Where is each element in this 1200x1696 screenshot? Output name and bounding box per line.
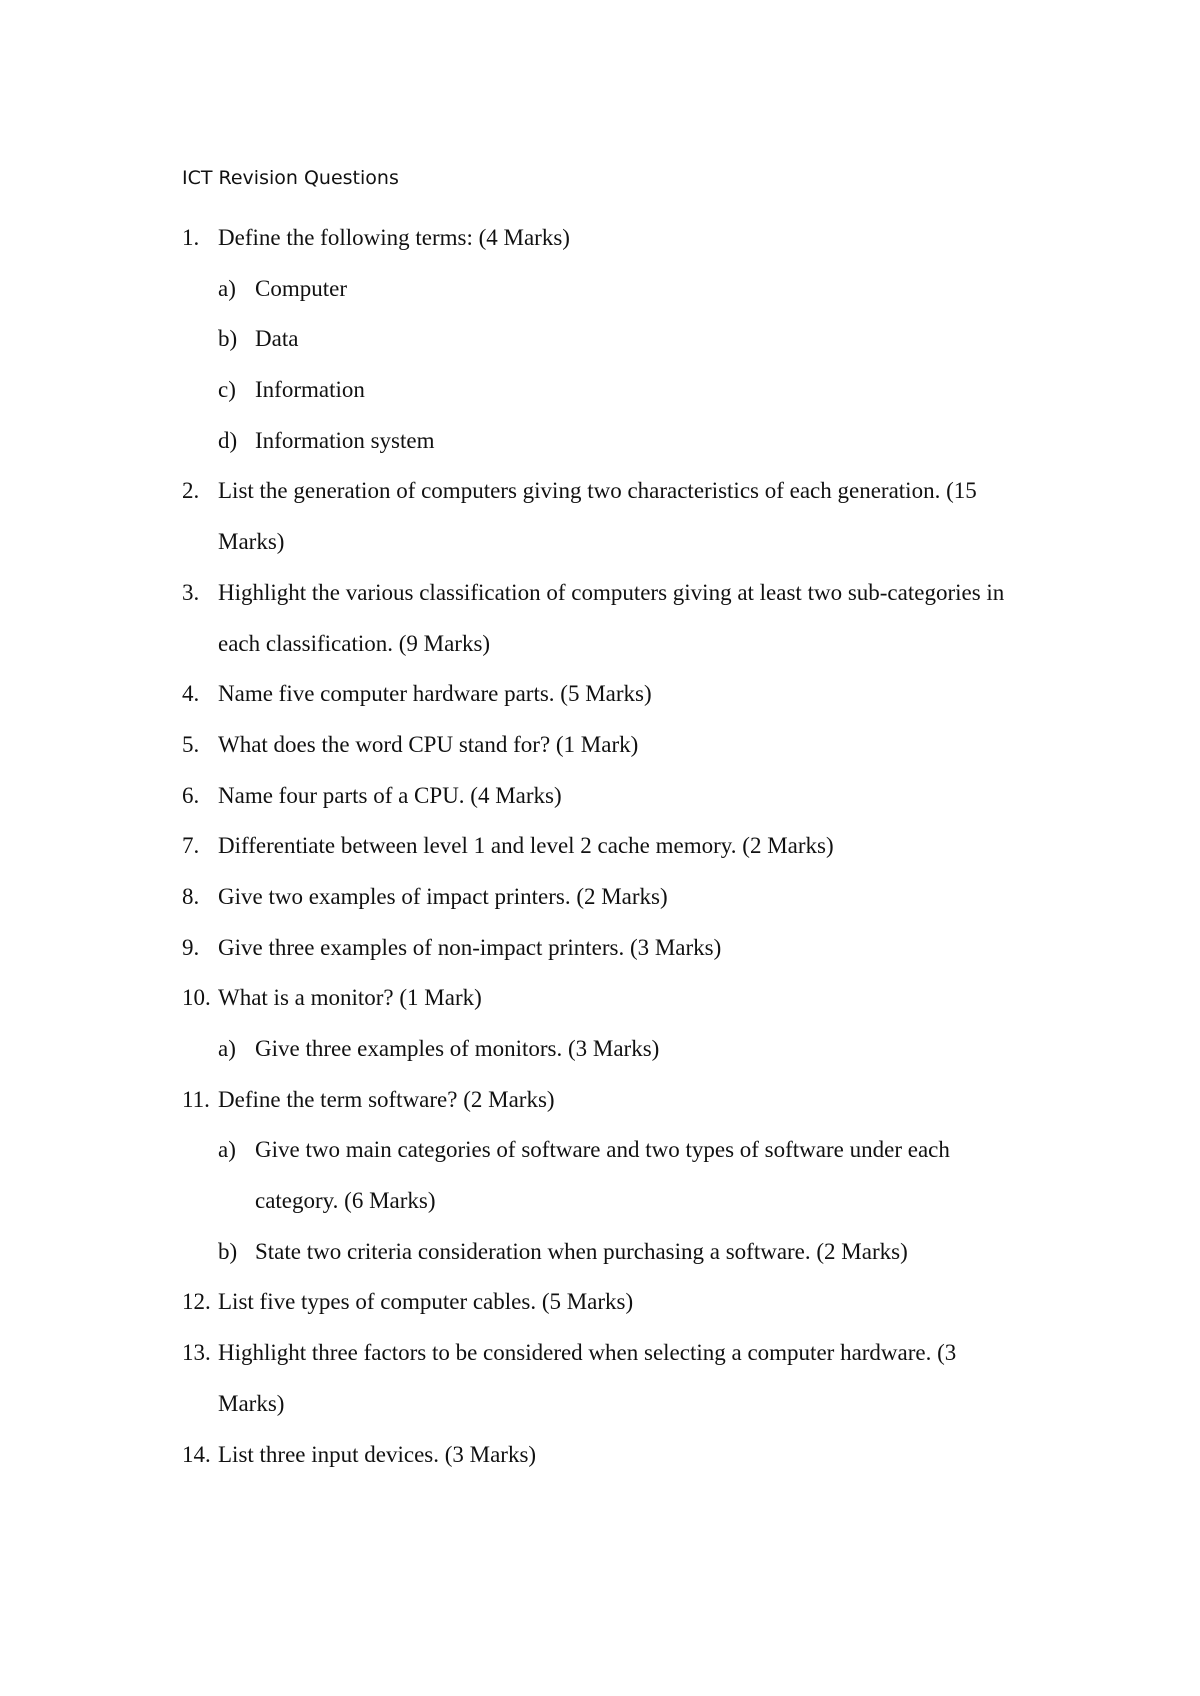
question-text: Give three examples of monitors. (3 Marks)	[255, 1036, 660, 1061]
question-text: Highlight the various classification of computers giving at least two sub-categories in	[218, 579, 1005, 605]
question-number: 11.	[182, 1086, 210, 1112]
sub-question-letter: a)	[218, 1137, 236, 1163]
question-item	[0, 782, 1200, 833]
sub-question-item	[0, 1238, 1200, 1289]
question-text: Computer	[255, 275, 347, 301]
question-item	[0, 1288, 1200, 1339]
sub-question-letter: b)	[218, 326, 238, 352]
question-text: Name five computer hardware parts. (5 Marks)	[218, 681, 652, 707]
question-text: Information system	[255, 427, 435, 453]
question-number: 8.	[182, 883, 200, 909]
question-text: State two criteria consideration when purchasing a software. (2 Marks)	[255, 1238, 908, 1264]
question-text: What is a monitor? (1 Mark)	[218, 985, 482, 1011]
question-continuation	[0, 528, 1200, 579]
question-item	[0, 680, 1200, 731]
question-list	[0, 224, 1200, 1491]
question-number: 5.	[182, 731, 200, 757]
sub-question-letter: a)	[218, 1036, 236, 1061]
question-item	[0, 1441, 1200, 1492]
sub-question-item	[0, 376, 1200, 427]
sub-question-item	[0, 1136, 1200, 1187]
question-text: Highlight three factors to be considered when selecting a computer hardware. (3	[218, 1340, 957, 1366]
question-number: 12.	[182, 1289, 211, 1315]
question-text: List the generation of computers giving two characteristics of each generation. (15	[218, 478, 977, 504]
question-number: 9.	[182, 934, 200, 960]
question-text: Name four parts of a CPU. (4 Marks)	[218, 782, 562, 808]
question-text: Marks)	[218, 1390, 285, 1416]
question-text: Give two main categories of software and two types of software under each	[255, 1137, 950, 1163]
question-number: 13.	[182, 1340, 211, 1366]
question-text: Define the following terms: (4 Marks)	[218, 225, 570, 250]
question-number: 7.	[182, 833, 200, 859]
question-text: Marks)	[218, 529, 285, 555]
question-item	[0, 224, 1200, 275]
question-number: 3.	[182, 579, 200, 605]
question-text: Data	[255, 326, 299, 352]
question-text: each classification. (9 Marks)	[218, 630, 491, 656]
sub-question-letter: c)	[218, 377, 236, 403]
question-text: List five types of computer cables. (5 Marks)	[218, 1289, 634, 1315]
question-text: What does the word CPU stand for? (1 Mark)	[218, 731, 639, 757]
question-number: 2.	[182, 478, 200, 504]
question-item	[0, 579, 1200, 630]
question-text: Give two examples of impact printers. (2 Marks)	[218, 883, 668, 909]
sub-question-item	[0, 325, 1200, 376]
sub-question-item	[0, 1035, 1200, 1086]
question-text: Give three examples of non-impact printers. (3 Marks)	[218, 934, 722, 960]
question-text: Differentiate between level 1 and level 2 cache memory. (2 Marks)	[218, 833, 834, 859]
sub-question-letter: d)	[218, 427, 238, 453]
question-text: category. (6 Marks)	[255, 1188, 436, 1214]
question-item	[0, 984, 1200, 1035]
sub-question-letter: a)	[218, 275, 236, 301]
question-text: Define the term software? (2 Marks)	[218, 1086, 555, 1112]
question-number: 14.	[182, 1441, 211, 1467]
question-number: 10.	[182, 985, 211, 1011]
question-item	[0, 934, 1200, 985]
question-item	[0, 477, 1200, 528]
question-continuation	[0, 1390, 1200, 1441]
question-number: 4.	[182, 681, 200, 707]
question-text: Information	[255, 377, 365, 403]
sub-question-item	[0, 275, 1200, 326]
document-title: ICT Revision Questions	[182, 167, 399, 189]
question-item	[0, 1339, 1200, 1390]
question-item	[0, 832, 1200, 883]
question-item	[0, 731, 1200, 782]
question-item	[0, 883, 1200, 934]
question-continuation	[0, 1187, 1200, 1238]
question-continuation	[0, 630, 1200, 681]
sub-question-letter: b)	[218, 1238, 238, 1264]
question-text: List three input devices. (3 Marks)	[218, 1441, 537, 1467]
question-number: 6.	[182, 782, 200, 808]
sub-question-item	[0, 427, 1200, 478]
question-number: 1.	[182, 225, 200, 250]
question-item	[0, 1086, 1200, 1137]
